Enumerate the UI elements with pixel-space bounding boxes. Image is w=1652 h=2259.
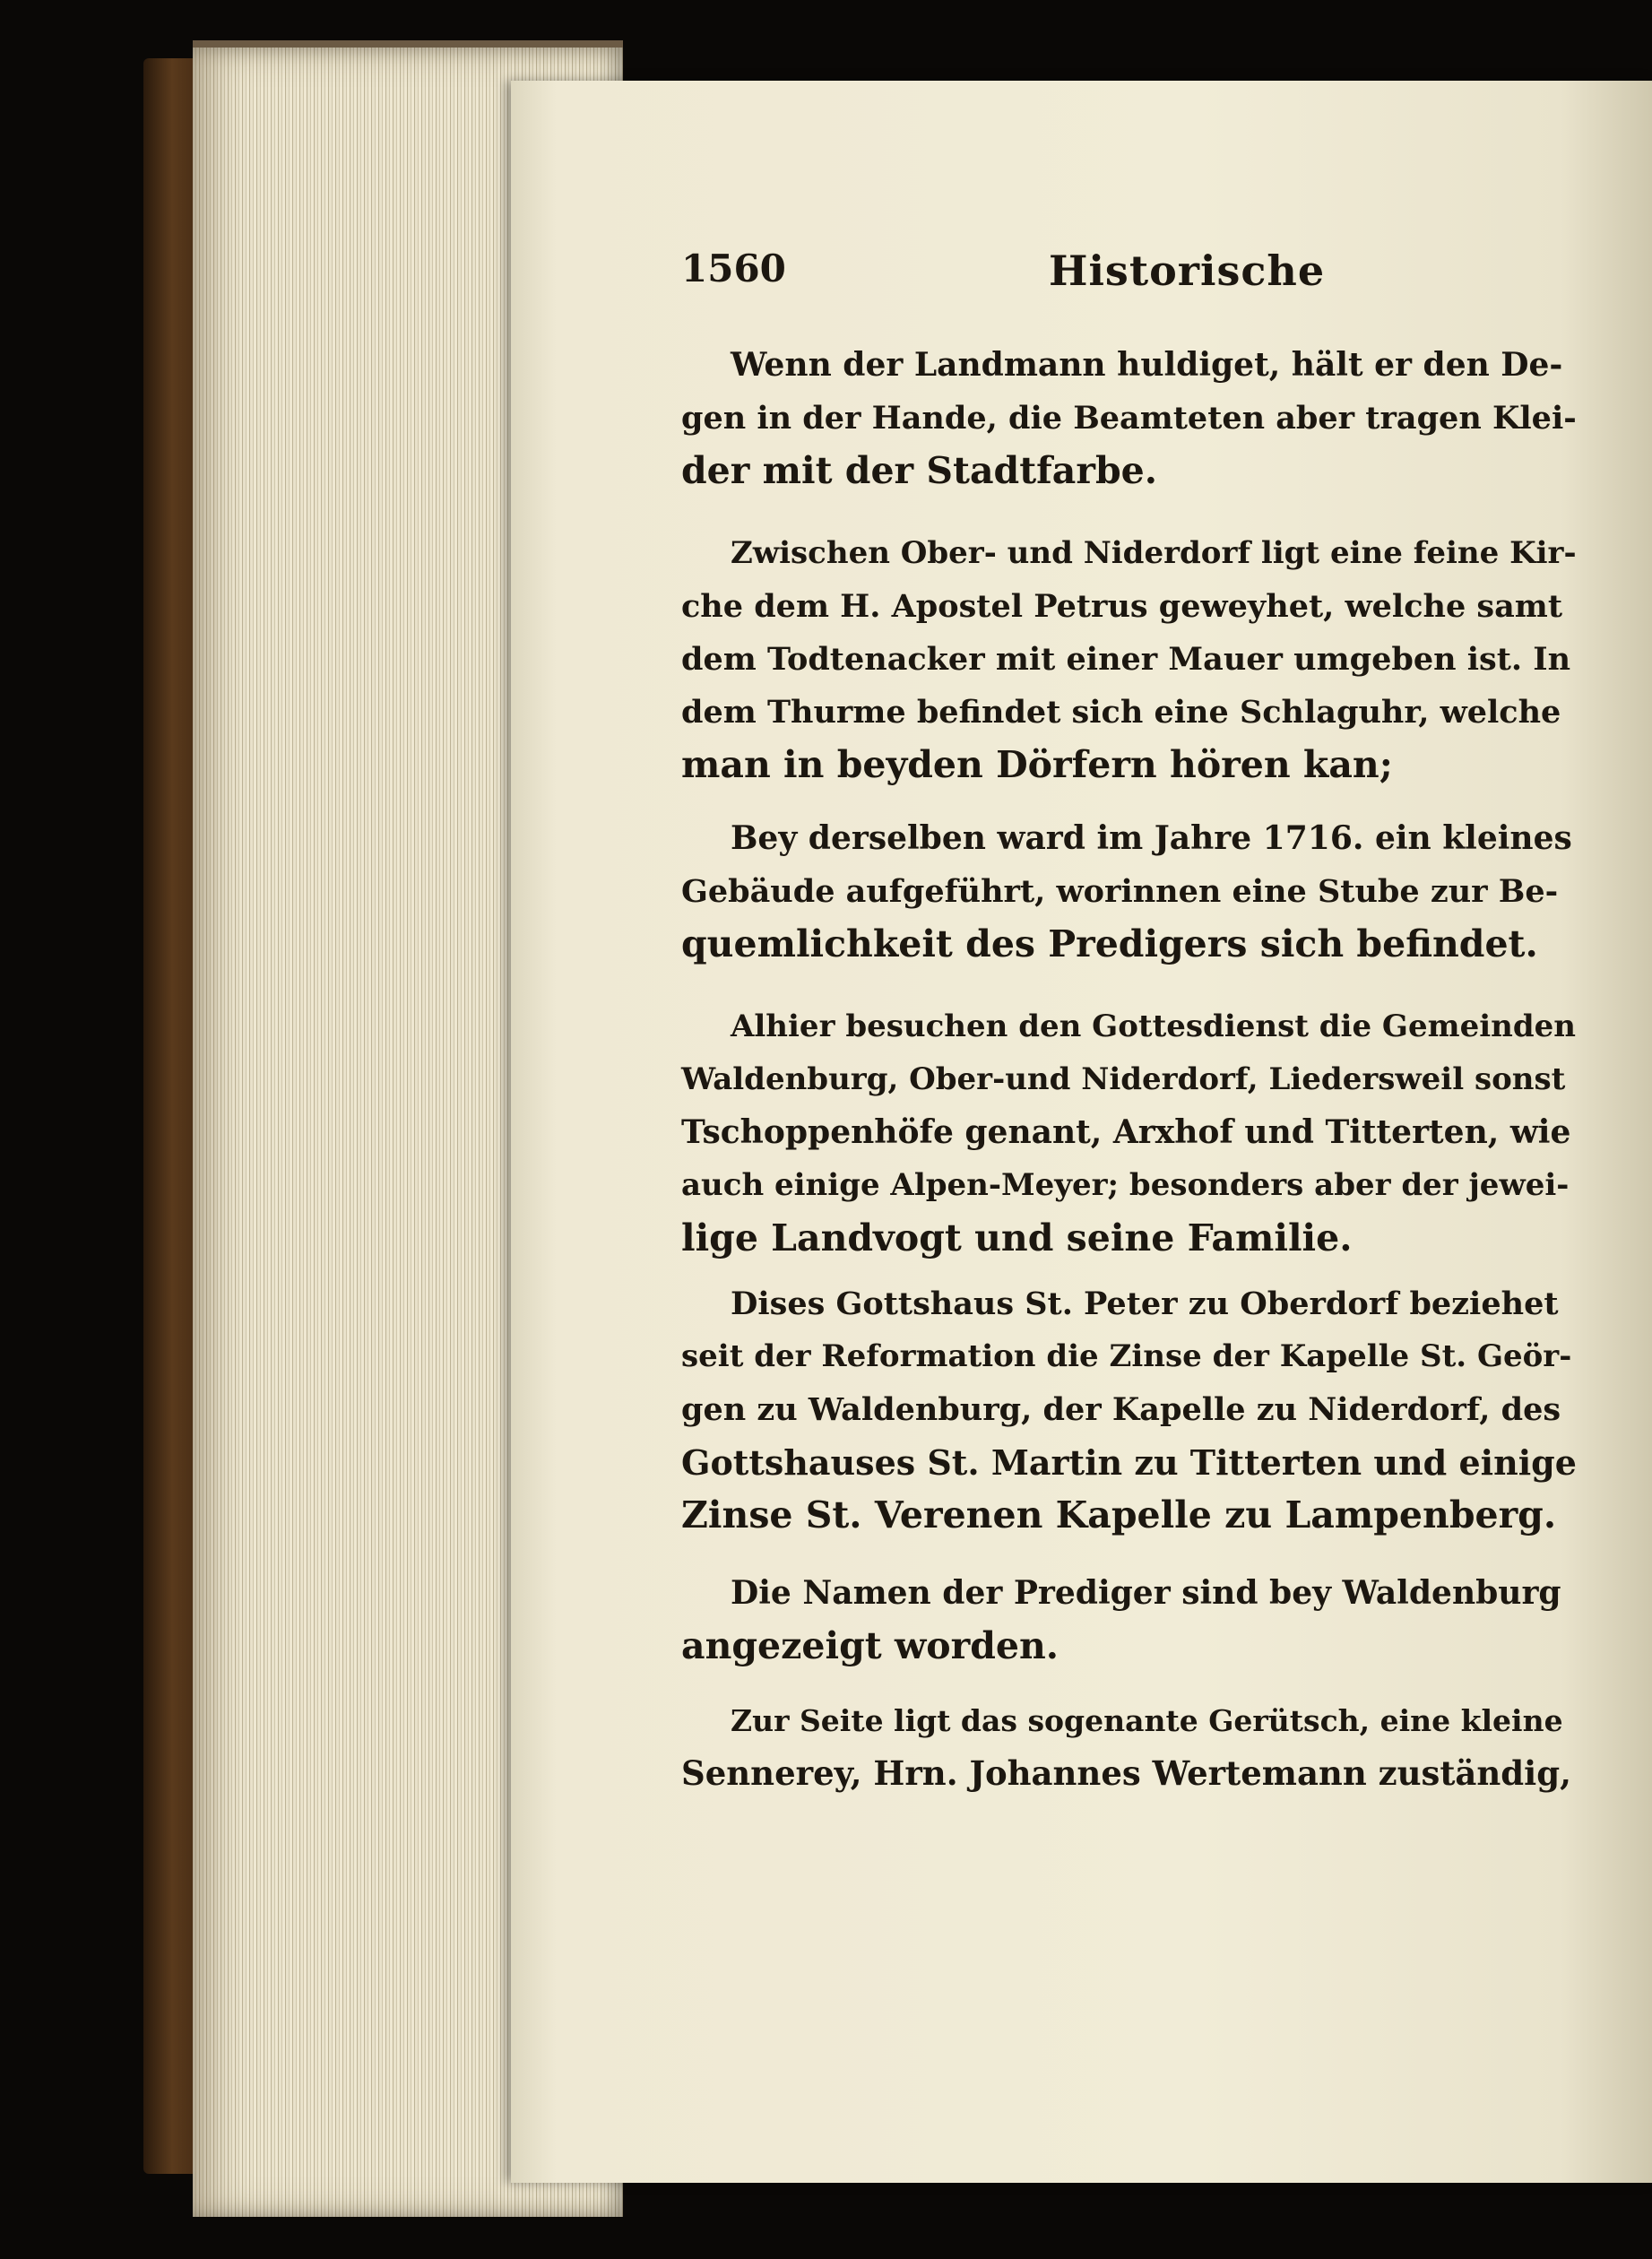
page-number: 1560 bbox=[681, 247, 786, 290]
text-line: angezeigt worden. bbox=[681, 1624, 1060, 1667]
text-line: Sennerey, Hrn. Johannes Wertemann zuständig, bbox=[681, 1753, 1571, 1793]
text-line: Tschoppenhöfe genant, Arxhof und Titterten, wie bbox=[681, 1113, 1571, 1151]
paragraph-1 bbox=[681, 339, 1578, 498]
running-title: Historische bbox=[1049, 247, 1326, 295]
text-line: gen zu Waldenburg, der Kapelle zu Niderdorf, des bbox=[681, 1391, 1561, 1428]
paragraph-6 bbox=[681, 1567, 1578, 1673]
text-line: Wenn der Landmann huldiget, hält er den De- bbox=[731, 346, 1563, 384]
text-line: Bey derselben ward im Jahre 1716. ein kleines bbox=[731, 819, 1572, 857]
text-line: Zinse St. Verenen Kapelle zu Lampenberg. bbox=[681, 1493, 1557, 1536]
paragraph-5 bbox=[681, 1277, 1578, 1542]
paragraph-3 bbox=[681, 812, 1578, 971]
text-line: Zwischen Ober- und Niderdorf ligt eine feine Kir- bbox=[731, 535, 1577, 571]
text-line: Gottshauses St. Martin zu Titterten und einige bbox=[681, 1442, 1577, 1483]
text-line: Die Namen der Prediger sind bey Waldenburg bbox=[731, 1574, 1561, 1612]
text-line: Alhier besuchen den Gottesdienst die Gemeinden bbox=[731, 1008, 1576, 1044]
text-line: gen in der Hande, die Beamteten aber tragen Klei- bbox=[681, 400, 1577, 437]
text-line: seit der Reformation die Zinse der Kapelle St. Geör- bbox=[681, 1338, 1572, 1374]
text-line: che dem H. Apostel Petrus geweyhet, welche samt bbox=[681, 588, 1563, 625]
text-line: Waldenburg, Ober-und Niderdorf, Liedersweil sonst bbox=[681, 1061, 1566, 1097]
text-line: auch einige Alpen-Meyer; besonders aber der jewei- bbox=[681, 1167, 1570, 1203]
text-line: der mit der Stadtfarbe. bbox=[681, 449, 1157, 492]
running-head bbox=[681, 247, 1594, 318]
text-line: quemlichkeit des Predigers sich befindet. bbox=[681, 922, 1538, 965]
text-line: Dises Gottshaus St. Peter zu Oberdorf beziehet bbox=[731, 1285, 1559, 1322]
text-line: Zur Seite ligt das sogenante Gerütsch, eine kleine bbox=[731, 1703, 1563, 1738]
text-line: dem Thurme befindet sich eine Schlaguhr, welche bbox=[681, 694, 1561, 731]
text-line: Gebäude aufgeführt, worinnen eine Stube zur Be- bbox=[681, 873, 1559, 910]
text-line: dem Todtenacker mit einer Mauer umgeben ist. In bbox=[681, 641, 1571, 678]
text-line: lige Landvogt und seine Familie. bbox=[681, 1216, 1353, 1259]
paragraph-2 bbox=[681, 527, 1578, 792]
paragraph-4 bbox=[681, 1000, 1578, 1265]
paragraph-7 bbox=[681, 1694, 1578, 1800]
text-line: man in beyden Dörfern hören kan; bbox=[681, 743, 1393, 786]
